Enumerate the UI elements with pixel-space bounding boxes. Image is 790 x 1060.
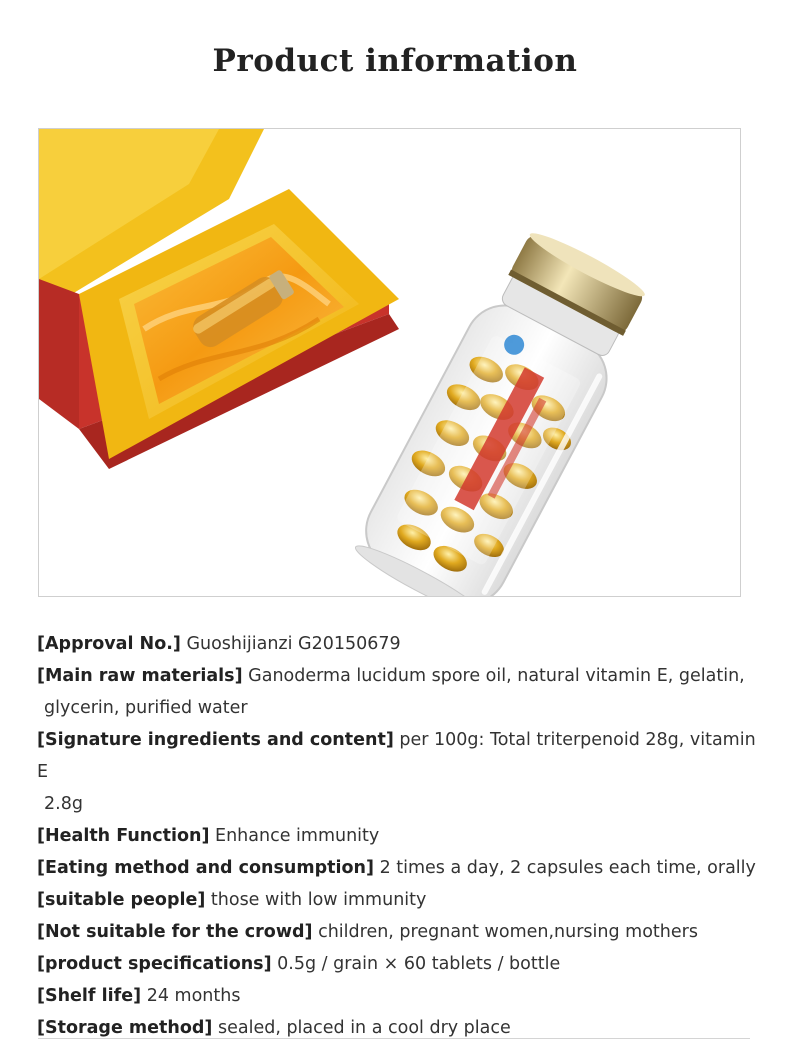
- spec-storage-method: [37, 1012, 762, 1044]
- spec-key: [Signature ingredients and content]: [37, 730, 394, 750]
- spec-value-continued: 2.8g: [44, 794, 83, 814]
- spec-value: Guoshijianzi G20150679: [180, 634, 401, 654]
- spec-value: Ganoderma lucidum spore oil, natural vitamin E, gelatin,: [242, 666, 745, 686]
- spec-signature-ingredients: [37, 724, 762, 820]
- product-photo: [38, 128, 741, 597]
- spec-value-continued: glycerin, purified water: [44, 698, 248, 718]
- spec-value: 2 times a day, 2 capsules each time, orally: [374, 858, 756, 878]
- spec-health-function: [37, 820, 762, 852]
- spec-value: 24 months: [141, 986, 241, 1006]
- spec-value: Enhance immunity: [209, 826, 380, 846]
- product-bottle: [348, 222, 657, 596]
- spec-value: per 100g: Total triterpenoid 28g, vitamin E: [37, 730, 756, 782]
- spec-key: [Main raw materials]: [37, 666, 243, 686]
- spec-value: children, pregnant women,nursing mothers: [312, 922, 698, 942]
- gift-box: [39, 129, 399, 469]
- page-title: Product information: [212, 42, 578, 79]
- spec-not-suitable: [37, 916, 762, 948]
- spec-key: [Shelf life]: [37, 986, 142, 1006]
- spec-key: [Approval No.]: [37, 634, 181, 654]
- product-illustration: [39, 129, 740, 596]
- product-spec-list: [37, 628, 762, 1044]
- spec-suitable-people: [37, 884, 762, 916]
- spec-value: those with low immunity: [205, 890, 427, 910]
- spec-eating-method: [37, 852, 762, 884]
- spec-key: [Not suitable for the crowd]: [37, 922, 313, 942]
- spec-key: [suitable people]: [37, 890, 206, 910]
- spec-value: 0.5g / grain × 60 tablets / bottle: [271, 954, 561, 974]
- spec-main-raw-materials: [37, 660, 762, 724]
- spec-product-specifications: [37, 948, 762, 980]
- spec-key: [Health Function]: [37, 826, 210, 846]
- spec-approval-number: [37, 628, 762, 660]
- spec-key: [Storage method]: [37, 1018, 213, 1038]
- spec-key: [Eating method and consumption]: [37, 858, 374, 878]
- spec-key: [product specifications]: [37, 954, 272, 974]
- divider: [38, 1038, 750, 1039]
- spec-shelf-life: [37, 980, 762, 1012]
- spec-value: sealed, placed in a cool dry place: [212, 1018, 511, 1038]
